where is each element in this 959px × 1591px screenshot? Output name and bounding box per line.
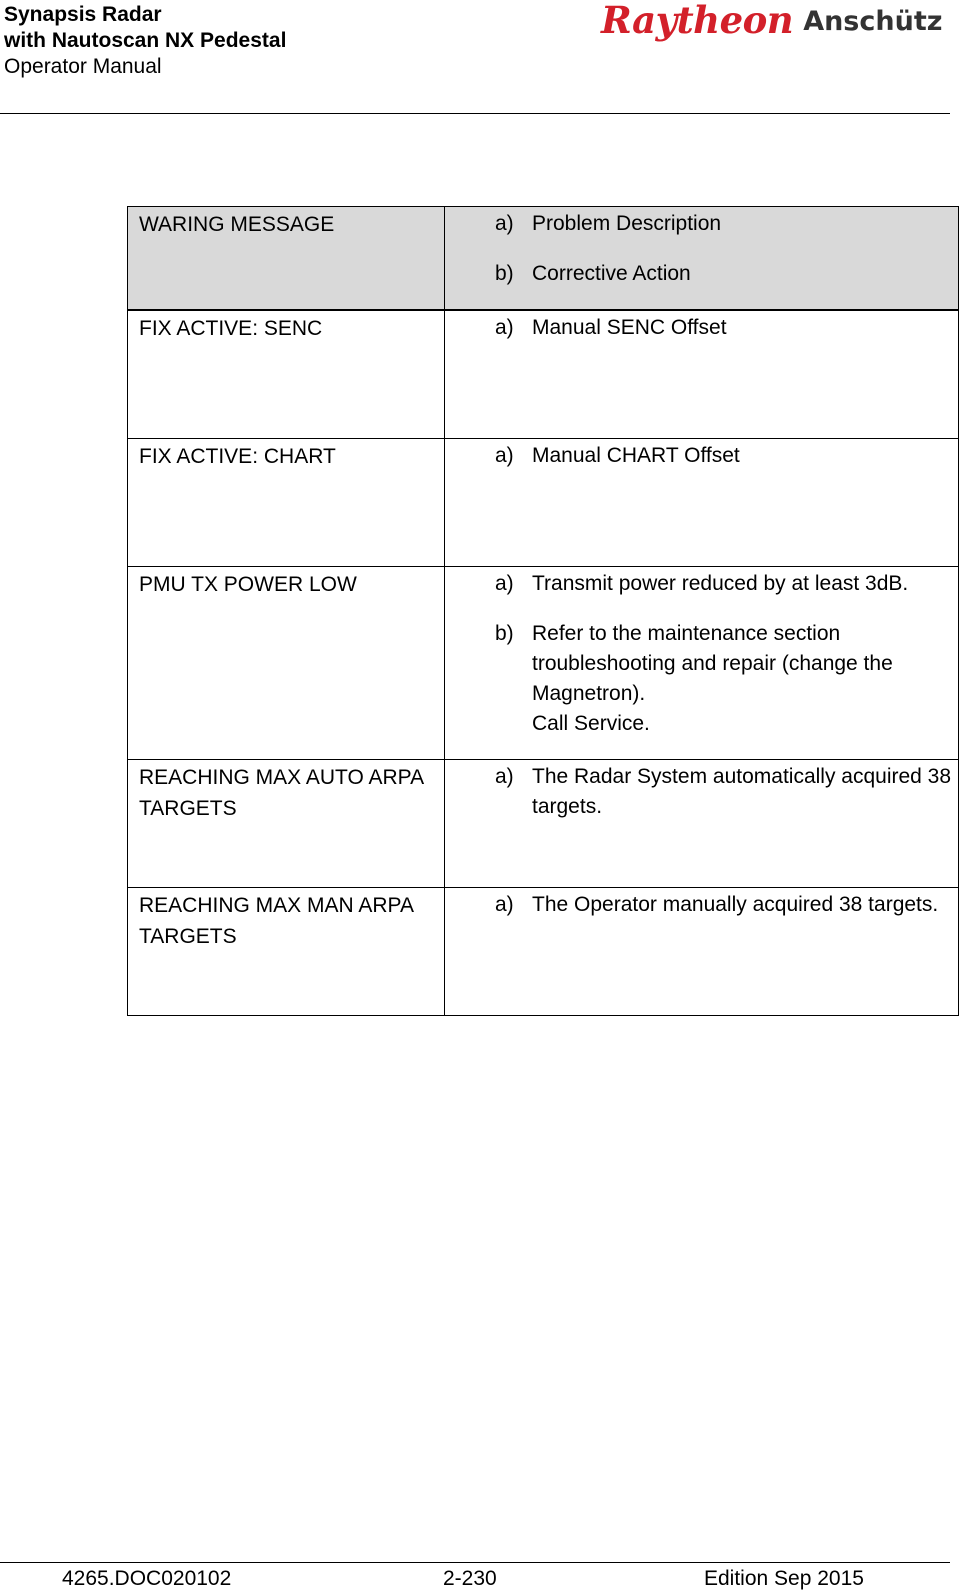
- header-message-text: WARING MESSAGE: [139, 213, 335, 236]
- item-list: [445, 888, 958, 920]
- header-item-list: [445, 207, 958, 289]
- items-cell: [445, 888, 959, 1016]
- item-text: Manual CHART Offset: [532, 444, 740, 467]
- item-list: [445, 311, 958, 343]
- message-cell: [128, 310, 445, 439]
- list-item: [445, 313, 958, 343]
- item-extra-text: Call Service.: [532, 712, 650, 735]
- table-row: [128, 439, 959, 567]
- item-text: Transmit power reduced by at least 3dB.: [532, 572, 909, 595]
- list-item: [445, 259, 958, 289]
- item-label: a): [495, 765, 514, 788]
- item-text: Manual SENC Offset: [532, 316, 727, 339]
- message-cell: [128, 888, 445, 1016]
- item-text: Problem Description: [532, 212, 722, 235]
- message-text: FIX ACTIVE: CHART: [139, 445, 336, 468]
- item-text: The Operator manually acquired 38 targets.: [532, 893, 939, 916]
- item-text: Refer to the maintenance section troubleshooting and repair (change the Magnetron).: [532, 622, 893, 705]
- raytheon-anschutz-logo: [601, 0, 942, 42]
- page-header: [0, 0, 959, 118]
- item-list: [445, 567, 958, 739]
- table-row: [128, 888, 959, 1016]
- item-text: The Radar System automatically acquired 38 targets.: [532, 765, 952, 818]
- message-cell: [128, 567, 445, 760]
- title-line-1: Synapsis Radar: [4, 3, 162, 26]
- message-text: REACHING MAX AUTO ARPA TARGETS: [139, 766, 423, 820]
- list-item: [445, 209, 958, 239]
- footer-divider: [0, 1562, 950, 1563]
- item-label: b): [495, 262, 514, 285]
- item-label: a): [495, 212, 514, 235]
- table-row: [128, 760, 959, 888]
- list-item: [445, 890, 958, 920]
- item-list: [445, 760, 958, 822]
- table-header-row: [128, 207, 959, 311]
- items-cell: [445, 310, 959, 439]
- message-text: PMU TX POWER LOW: [139, 573, 357, 596]
- table-row: [128, 310, 959, 439]
- list-item: [445, 569, 958, 599]
- items-cell: [445, 760, 959, 888]
- message-text: REACHING MAX MAN ARPA TARGETS: [139, 894, 413, 948]
- item-label: b): [495, 622, 514, 645]
- item-text: Corrective Action: [532, 262, 691, 285]
- message-cell: [128, 439, 445, 567]
- title-line-3: Operator Manual: [4, 55, 162, 78]
- item-label: a): [495, 444, 514, 467]
- warning-message-table: [127, 206, 959, 1016]
- item-label: a): [495, 893, 514, 916]
- items-cell: [445, 439, 959, 567]
- list-item: [445, 619, 958, 739]
- item-list: [445, 439, 958, 471]
- logo-brand: Raytheon: [601, 0, 794, 42]
- header-message-cell: [128, 207, 445, 311]
- document-title: [4, 2, 286, 80]
- header-items-cell: [445, 207, 959, 311]
- footer-edition: Edition Sep 2015: [704, 1567, 864, 1590]
- header-divider: [0, 113, 950, 114]
- item-label: a): [495, 316, 514, 339]
- logo-sub: Anschütz: [803, 6, 943, 37]
- items-cell: [445, 567, 959, 760]
- footer-page-number: 2-230: [443, 1567, 497, 1590]
- list-item: [445, 441, 958, 471]
- table-row: [128, 567, 959, 760]
- title-line-2: with Nautoscan NX Pedestal: [4, 29, 287, 52]
- message-text: FIX ACTIVE: SENC: [139, 317, 323, 340]
- message-cell: [128, 760, 445, 888]
- footer-doc-number: 4265.DOC020102: [62, 1567, 232, 1590]
- list-item: [445, 762, 958, 822]
- item-label: a): [495, 572, 514, 595]
